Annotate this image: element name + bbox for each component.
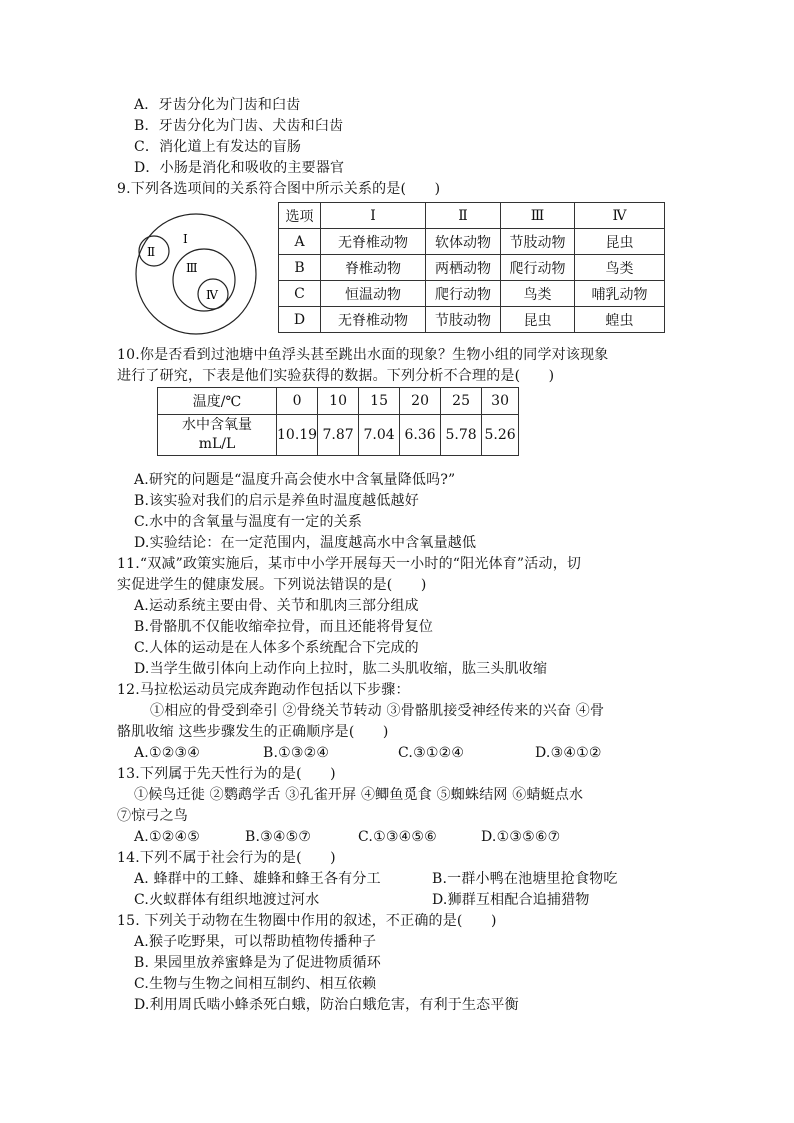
table-cell: A: [279, 229, 321, 255]
temp-label: 温度/℃: [158, 388, 277, 415]
table-cell: 鸟类: [501, 281, 575, 307]
table-cell: 7.87: [318, 415, 359, 456]
table-cell: 10: [318, 388, 359, 415]
q12-option-b: B.①③②④: [263, 745, 330, 761]
table-cell: 25: [441, 388, 482, 415]
venn-diagram: [123, 212, 273, 338]
q15-option-c: C.生物与生物之间相互制约、相互依赖: [134, 976, 377, 992]
table-cell: 无脊椎动物: [321, 229, 426, 255]
venn-label-iii: Ⅲ: [186, 261, 198, 275]
table-cell: 蝗虫: [575, 307, 665, 333]
q10-stem-line2: 进行了研究，下表是他们实验获得的数据。下列分析不合理的是( ): [117, 368, 555, 384]
q11-option-d: D.当学生做引体向上动作向上拉时，肱二头肌收缩，肱三头肌收缩: [134, 661, 548, 677]
table-cell: B: [279, 255, 321, 281]
q9-table: [278, 202, 665, 333]
q13-option-d: D.①③⑤⑥⑦: [481, 829, 561, 845]
table-cell: D: [279, 307, 321, 333]
q13-items-line1: ①候鸟迁徙 ②鹦鹉学舌 ③孔雀开屏 ④鲫鱼觅食 ⑤蜘蛛结网 ⑥蜻蜓点水: [134, 787, 584, 803]
table-cell: 20: [400, 388, 441, 415]
q14-option-a: A. 蜂群中的工蜂、雄蜂和蜂王各有分工: [134, 871, 381, 887]
q14-option-c: C.火蚁群体有组织地渡过河水: [134, 892, 320, 908]
q12-stem: 12.马拉松运动员完成奔跑动作包括以下步骤：: [117, 682, 410, 698]
table-row: [279, 307, 665, 333]
table-cell: 节肢动物: [501, 229, 575, 255]
q15-option-d: D.利用周氏啮小蜂杀死白蛾，防治白蛾危害，有利于生态平衡: [134, 997, 519, 1013]
q15-option-a: A.猴子吃野果，可以帮助植物传播种子: [134, 934, 377, 950]
q11-stem-line2: 实促进学生的健康发展。下列说法错误的是( ): [117, 577, 427, 593]
q13-stem: 13.下列属于先天性行为的是( ): [117, 766, 336, 782]
table-cell: 昆虫: [501, 307, 575, 333]
venn-label-i: Ⅰ: [183, 232, 188, 246]
q12-option-c: C.③①②④: [398, 745, 465, 761]
table-cell: 节肢动物: [426, 307, 501, 333]
table-row: [279, 255, 665, 281]
q11-option-b: B.骨骼肌不仅能收缩牵拉骨，而且还能将骨复位: [134, 619, 434, 635]
q13-items-line2: ⑦惊弓之鸟: [117, 808, 188, 824]
oxygen-label: [158, 415, 277, 456]
table-cell: 爬行动物: [501, 255, 575, 281]
header-cell: Ⅱ: [426, 203, 501, 229]
q14-stem: 14.下列不属于社会行为的是( ): [117, 850, 336, 866]
q10-option-d: D.实验结论：在一定范围内，温度越高水中含氧量越低: [134, 535, 477, 551]
table-row: [158, 388, 519, 415]
q14-option-b: B.一群小鸭在池塘里抢食物吃: [432, 871, 618, 887]
q10-stem-line1: 10.你是否看到过池塘中鱼浮头甚至跳出水面的现象？生物小组的同学对该现象: [117, 347, 609, 363]
oxygen-label-line1: 水中含氧量: [182, 417, 252, 433]
q12-option-a: A.①②③④: [134, 745, 200, 761]
q8-option-c: C．消化道上有发达的盲肠: [134, 139, 302, 155]
q15-stem: 15. 下列关于动物在生物圈中作用的叙述，不正确的是( ): [117, 913, 497, 929]
table-header-row: [279, 203, 665, 229]
table-cell: 鸟类: [575, 255, 665, 281]
q11-option-a: A.运动系统主要由骨、关节和肌肉三部分组成: [134, 598, 419, 614]
oxygen-label-line2: mL/L: [198, 436, 236, 452]
q12-steps-line1: ①相应的骨受到牵引 ②骨绕关节转动 ③骨骼肌接受神经传来的兴奋 ④骨: [150, 703, 605, 719]
q10-option-c: C.水中的含氧量与温度有一定的关系: [134, 514, 363, 530]
table-cell: 两栖动物: [426, 255, 501, 281]
q10-option-b: B.该实验对我们的启示是养鱼时温度越低越好: [134, 493, 419, 509]
table-cell: 7.04: [359, 415, 400, 456]
q10-table: [157, 387, 519, 456]
venn-label-iv: Ⅳ: [206, 288, 218, 302]
table-cell: 6.36: [400, 415, 441, 456]
q15-option-b: B. 果园里放养蜜蜂是为了促进物质循环: [134, 955, 381, 971]
q8-option-b: B．牙齿分化为门齿、犬齿和臼齿: [134, 118, 344, 134]
table-cell: 软体动物: [426, 229, 501, 255]
q12-option-d: D.③④①②: [535, 745, 602, 761]
q8-option-d: D．小肠是消化和吸收的主要器官: [134, 160, 345, 176]
q13-option-b: B.③④⑤⑦: [245, 829, 312, 845]
table-cell: 无脊椎动物: [321, 307, 426, 333]
q10-option-a: A.研究的问题是“温度升高会使水中含氧量降低吗?”: [134, 472, 456, 488]
venn-label-ii: Ⅱ: [147, 245, 156, 259]
table-cell: 爬行动物: [426, 281, 501, 307]
table-cell: 15: [359, 388, 400, 415]
table-cell: 昆虫: [575, 229, 665, 255]
table-row: [158, 415, 519, 456]
header-cell: 选项: [279, 203, 321, 229]
table-cell: 恒温动物: [321, 281, 426, 307]
q12-steps-line2: 骼肌收缩 这些步骤发生的正确顺序是( ): [117, 724, 389, 740]
table-cell: 0: [277, 388, 318, 415]
q13-option-c: C.①③④⑤⑥: [358, 829, 437, 845]
table-cell: 30: [482, 388, 519, 415]
q9-stem: 9.下列各选项间的关系符合图中所示关系的是( ): [117, 181, 441, 197]
q11-stem-line1: 11.“双减”政策实施后，某市中小学开展每天一小时的“阳光体育”活动，切: [117, 556, 582, 572]
header-cell: Ⅲ: [501, 203, 575, 229]
table-row: [279, 229, 665, 255]
table-cell: 5.78: [441, 415, 482, 456]
q13-option-a: A.①②④⑤: [134, 829, 200, 845]
table-cell: 10.19: [277, 415, 318, 456]
q11-option-c: C.人体的运动是在人体多个系统配合下完成的: [134, 640, 419, 656]
table-cell: 5.26: [482, 415, 519, 456]
header-cell: Ⅰ: [321, 203, 426, 229]
table-cell: C: [279, 281, 321, 307]
table-row: [279, 281, 665, 307]
header-cell: Ⅳ: [575, 203, 665, 229]
table-cell: 哺乳动物: [575, 281, 665, 307]
table-cell: 脊椎动物: [321, 255, 426, 281]
q14-option-d: D.狮群互相配合追捕猎物: [432, 892, 590, 908]
q8-option-a: A．牙齿分化为门齿和臼齿: [134, 97, 301, 113]
